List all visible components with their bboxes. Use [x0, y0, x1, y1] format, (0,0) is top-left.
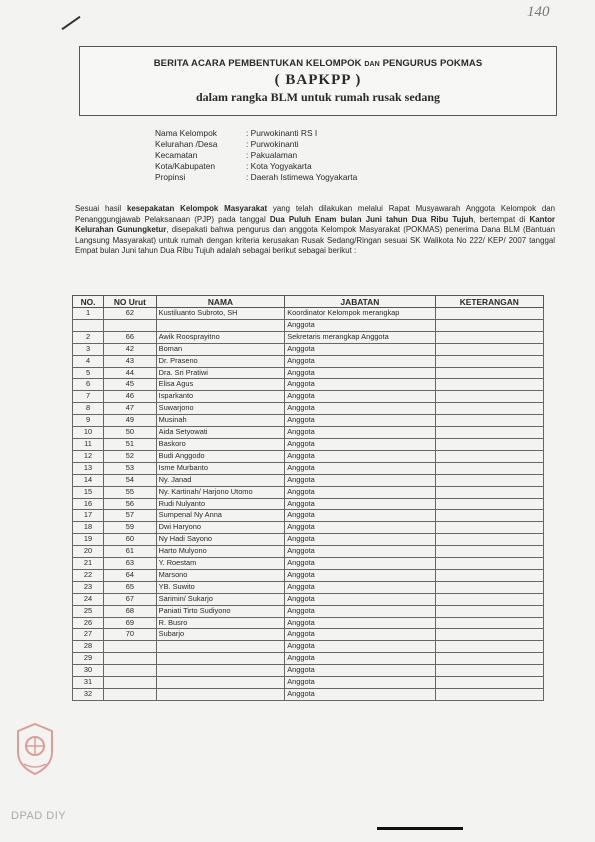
bottom-bar: [377, 827, 463, 830]
cell-no-urut: 46: [104, 391, 157, 403]
cell-no-urut: 44: [104, 367, 157, 379]
group-info: [155, 128, 357, 183]
table-row: [73, 403, 544, 415]
info-label: Kecamatan: [155, 150, 198, 160]
para-text: , disepakati bahwa pengurus dan anggota Kelompok Masyarakat (POKMAS) penerima Dana BLM (Bantuan Langsung Masyarakat) untuk rumah dengan kriteria kerusakan Rusak Sedang/Ringan sesuai SK Walikota No 222/ KEP/ 2007 tanggal Empat bulan Juni tahun Dua Ribu Tujuh adalah sebagai berikut sebagai berikut :: [75, 225, 555, 256]
para-text: yang telah dilakukan melalui Rapat Musyawarah Anggota Kelompok dan Penanggungjawab Pelaksanaan (PJP) pada tanggal: [75, 204, 555, 224]
cell-jabatan: Anggota: [285, 617, 435, 629]
cell-jabatan: Anggota: [285, 403, 435, 415]
cell-nama: Isme Murbanto: [156, 462, 285, 474]
cell-no-urut: 54: [104, 474, 157, 486]
table-row: [73, 462, 544, 474]
cell-no-urut: [104, 319, 157, 331]
cell-keterangan: [435, 617, 543, 629]
cell-no: 28: [73, 641, 104, 653]
cell-keterangan: [435, 689, 543, 701]
header-jabatan: JABATAN: [285, 296, 435, 308]
table-row: [73, 450, 544, 462]
table-row: [73, 415, 544, 427]
cell-nama: [156, 677, 285, 689]
cell-keterangan: [435, 534, 543, 546]
cell-no: 22: [73, 569, 104, 581]
info-row: [155, 172, 357, 183]
cell-no: 20: [73, 546, 104, 558]
cell-no: 27: [73, 629, 104, 641]
cell-jabatan: Anggota: [285, 546, 435, 558]
header-nama: NAMA: [156, 296, 285, 308]
cell-nama: Harto Mulyono: [156, 546, 285, 558]
table-row: [73, 331, 544, 343]
cell-jabatan: Anggota: [285, 391, 435, 403]
table-row: [73, 486, 544, 498]
info-value: : Daerah Istimewa Yogyakarta: [246, 172, 358, 182]
table-header-row: [73, 296, 544, 308]
cell-no: 11: [73, 438, 104, 450]
cell-no: 18: [73, 522, 104, 534]
title-subtitle: dalam rangka BLM untuk rumah rusak sedang: [195, 90, 441, 104]
cell-nama: Awik Roosprayitno: [156, 331, 285, 343]
cell-no-urut: 42: [104, 343, 157, 355]
cell-keterangan: [435, 546, 543, 558]
table-row: [73, 379, 544, 391]
cell-no: 29: [73, 653, 104, 665]
title-line-1-small: DAN: [364, 61, 380, 68]
info-value: : Purwokinanti: [246, 139, 299, 149]
cell-keterangan: [435, 629, 543, 641]
table-row: [73, 569, 544, 581]
cell-keterangan: [435, 462, 543, 474]
cell-nama: Dra. Sri Pratiwi: [156, 367, 285, 379]
members-table: [72, 295, 544, 701]
cell-no-urut: [104, 665, 157, 677]
cell-nama: Subarjo: [156, 629, 285, 641]
table-row: [73, 593, 544, 605]
cell-no-urut: 57: [104, 510, 157, 522]
cell-jabatan: Anggota: [285, 438, 435, 450]
cell-nama: Y. Roestam: [156, 558, 285, 570]
cell-nama: R. Busro: [156, 617, 285, 629]
cell-jabatan: Anggota: [285, 581, 435, 593]
cell-jabatan: Anggota: [285, 319, 435, 331]
cell-jabatan: Sekretaris merangkap Anggota: [285, 331, 435, 343]
cell-keterangan: [435, 498, 543, 510]
cell-nama: Kustiluanto Subroto, SH: [156, 308, 285, 320]
title-box: [79, 46, 557, 116]
title-line-1: [80, 58, 556, 69]
cell-no-urut: 62: [104, 308, 157, 320]
info-label: Nama Kelompok: [155, 128, 217, 138]
cell-keterangan: [435, 653, 543, 665]
cell-no: 14: [73, 474, 104, 486]
cell-jabatan: Anggota: [285, 474, 435, 486]
cell-keterangan: [435, 522, 543, 534]
info-row: [155, 150, 357, 161]
cell-no-urut: 55: [104, 486, 157, 498]
cell-keterangan: [435, 391, 543, 403]
cell-no-urut: 45: [104, 379, 157, 391]
cell-no-urut: 51: [104, 438, 157, 450]
table-row: [73, 677, 544, 689]
cell-no-urut: [104, 689, 157, 701]
cell-keterangan: [435, 581, 543, 593]
title-abbreviation: ( BAPKPP ): [274, 72, 362, 88]
cell-jabatan: Anggota: [285, 379, 435, 391]
header-no: NO.: [73, 296, 104, 308]
cell-keterangan: [435, 450, 543, 462]
cell-jabatan: Anggota: [285, 367, 435, 379]
cell-nama: Sarimin/ Sukarjo: [156, 593, 285, 605]
cell-no: 30: [73, 665, 104, 677]
cell-no-urut: 64: [104, 569, 157, 581]
cell-no-urut: 59: [104, 522, 157, 534]
table-row: [73, 391, 544, 403]
table-row: [73, 438, 544, 450]
table-row: [73, 343, 544, 355]
cell-nama: Musinah: [156, 415, 285, 427]
cell-nama: Isparkanto: [156, 391, 285, 403]
cell-keterangan: [435, 474, 543, 486]
cell-jabatan: Anggota: [285, 605, 435, 617]
cell-keterangan: [435, 355, 543, 367]
cell-nama: [156, 641, 285, 653]
cell-no: 13: [73, 462, 104, 474]
table-row: [73, 641, 544, 653]
cell-no: 10: [73, 427, 104, 439]
title-line-1-b: PENGURUS POKMAS: [382, 58, 483, 69]
cell-jabatan: Anggota: [285, 355, 435, 367]
cell-nama: Ny. Janad: [156, 474, 285, 486]
info-label: Kelurahan /Desa: [155, 139, 218, 149]
table-row: [73, 498, 544, 510]
cell-no: 2: [73, 331, 104, 343]
cell-no: 25: [73, 605, 104, 617]
cell-keterangan: [435, 677, 543, 689]
cell-no-urut: 43: [104, 355, 157, 367]
cell-nama: [156, 689, 285, 701]
table-row: [73, 581, 544, 593]
cell-nama: Sumpenal Ny Anna: [156, 510, 285, 522]
cell-no: 15: [73, 486, 104, 498]
cell-jabatan: Anggota: [285, 510, 435, 522]
cell-nama: Boman: [156, 343, 285, 355]
cell-no-urut: 68: [104, 605, 157, 617]
cell-no: 6: [73, 379, 104, 391]
cell-nama: [156, 653, 285, 665]
cell-nama: Paniati Tirto Sudiyono: [156, 605, 285, 617]
header-keterangan: KETERANGAN: [435, 296, 543, 308]
cell-jabatan: Anggota: [285, 450, 435, 462]
cell-no: 16: [73, 498, 104, 510]
cell-no-urut: 69: [104, 617, 157, 629]
cell-nama: Ny Hadi Sayono: [156, 534, 285, 546]
cell-nama: Suwarjono: [156, 403, 285, 415]
info-label: Kota/Kabupaten: [155, 161, 216, 171]
table-row: [73, 689, 544, 701]
footer-watermark: DPAD DIY: [11, 810, 67, 822]
cell-nama: Baskoro: [156, 438, 285, 450]
cell-jabatan: Anggota: [285, 677, 435, 689]
cell-no-urut: 63: [104, 558, 157, 570]
cell-keterangan: [435, 415, 543, 427]
info-row: [155, 128, 357, 139]
cell-no: 1: [73, 308, 104, 320]
cell-jabatan: Anggota: [285, 486, 435, 498]
cell-keterangan: [435, 558, 543, 570]
cell-nama: Aida Setyowati: [156, 427, 285, 439]
info-row: [155, 139, 357, 150]
cell-keterangan: [435, 343, 543, 355]
cell-nama: Ny. Kartinah/ Harjono Utomo: [156, 486, 285, 498]
cell-jabatan: Anggota: [285, 343, 435, 355]
cell-keterangan: [435, 319, 543, 331]
cell-keterangan: [435, 308, 543, 320]
para-bold: kesepakatan Kelompok Masyarakat: [126, 204, 268, 213]
cell-keterangan: [435, 379, 543, 391]
title-line-1-a: BERITA ACARA PEMBENTUKAN KELOMPOK: [153, 58, 362, 69]
cell-nama: Elisa Agus: [156, 379, 285, 391]
cell-no-urut: 67: [104, 593, 157, 605]
cell-no: 19: [73, 534, 104, 546]
pen-mark: [61, 16, 80, 30]
cell-jabatan: Anggota: [285, 689, 435, 701]
info-value: : Pakualaman: [246, 150, 298, 160]
cell-nama: [156, 665, 285, 677]
cell-nama: Dr. Praseno: [156, 355, 285, 367]
cell-no: 9: [73, 415, 104, 427]
cell-no: 17: [73, 510, 104, 522]
cell-no-urut: 53: [104, 462, 157, 474]
cell-nama: YB. Suwito: [156, 581, 285, 593]
cell-no: 32: [73, 689, 104, 701]
cell-no: 8: [73, 403, 104, 415]
cell-nama: Rudi Nulyanto: [156, 498, 285, 510]
cell-jabatan: Anggota: [285, 569, 435, 581]
cell-no-urut: 50: [104, 427, 157, 439]
cell-no: 31: [73, 677, 104, 689]
cell-no: 23: [73, 581, 104, 593]
cell-nama: Marsono: [156, 569, 285, 581]
cell-no-urut: 49: [104, 415, 157, 427]
table-row: [73, 319, 544, 331]
cell-no: 12: [73, 450, 104, 462]
cell-no-urut: [104, 653, 157, 665]
cell-jabatan: Anggota: [285, 415, 435, 427]
cell-no-urut: 65: [104, 581, 157, 593]
info-value: : Purwokinanti RS I: [246, 128, 318, 138]
para-bold: Kantor Kelurahan Gunungketur: [75, 214, 555, 235]
para-text: Sesuai hasil: [75, 204, 127, 213]
table-row: [73, 605, 544, 617]
cell-jabatan: Anggota: [285, 522, 435, 534]
cell-jabatan: Anggota: [285, 593, 435, 605]
para-text: , bertempat di: [473, 214, 530, 224]
cell-keterangan: [435, 486, 543, 498]
cell-keterangan: [435, 641, 543, 653]
info-label: Propinsi: [155, 172, 186, 182]
table-row: [73, 308, 544, 320]
cell-jabatan: Anggota: [285, 498, 435, 510]
cell-no-urut: 60: [104, 534, 157, 546]
header-no-urut: NO Urut: [104, 296, 157, 308]
cell-no-urut: [104, 641, 157, 653]
cell-no: 3: [73, 343, 104, 355]
table-body: [73, 308, 544, 701]
cell-no: 26: [73, 617, 104, 629]
cell-no: [73, 319, 104, 331]
cell-jabatan: Anggota: [285, 462, 435, 474]
cell-no-urut: 47: [104, 403, 157, 415]
cell-no-urut: 70: [104, 629, 157, 641]
cell-no: 5: [73, 367, 104, 379]
cell-jabatan: Koordinator Kelompok merangkap: [285, 308, 435, 320]
cell-jabatan: Anggota: [285, 641, 435, 653]
table-row: [73, 474, 544, 486]
cell-jabatan: Anggota: [285, 665, 435, 677]
cell-nama: Dwi Haryono: [156, 522, 285, 534]
info-value: : Kota Yogyakarta: [246, 161, 312, 171]
cell-keterangan: [435, 593, 543, 605]
table-row: [73, 653, 544, 665]
table-row: [73, 534, 544, 546]
cell-jabatan: Anggota: [285, 558, 435, 570]
seal-emblem-icon: [14, 722, 56, 776]
agreement-paragraph: [75, 204, 555, 257]
cell-jabatan: Anggota: [285, 629, 435, 641]
para-bold: Dua Puluh Enam bulan Juni tahun Dua Ribu Tujuh: [269, 214, 474, 224]
cell-keterangan: [435, 510, 543, 522]
cell-keterangan: [435, 427, 543, 439]
cell-no: 7: [73, 391, 104, 403]
cell-keterangan: [435, 569, 543, 581]
table-row: [73, 510, 544, 522]
cell-nama: [156, 319, 285, 331]
cell-no: 4: [73, 355, 104, 367]
info-row: [155, 161, 357, 172]
cell-keterangan: [435, 367, 543, 379]
cell-no-urut: [104, 677, 157, 689]
cell-no-urut: 66: [104, 331, 157, 343]
table-row: [73, 629, 544, 641]
table-row: [73, 546, 544, 558]
table-row: [73, 427, 544, 439]
table-row: [73, 665, 544, 677]
cell-keterangan: [435, 403, 543, 415]
cell-no: 24: [73, 593, 104, 605]
table-row: [73, 522, 544, 534]
table-row: [73, 558, 544, 570]
table-row: [73, 617, 544, 629]
cell-no: 21: [73, 558, 104, 570]
cell-jabatan: Anggota: [285, 534, 435, 546]
page-number: 140: [527, 4, 550, 20]
table-row: [73, 367, 544, 379]
cell-nama: Budi Anggodo: [156, 450, 285, 462]
cell-keterangan: [435, 331, 543, 343]
cell-no-urut: 56: [104, 498, 157, 510]
cell-no-urut: 61: [104, 546, 157, 558]
cell-no-urut: 52: [104, 450, 157, 462]
cell-jabatan: Anggota: [285, 427, 435, 439]
cell-keterangan: [435, 438, 543, 450]
cell-jabatan: Anggota: [285, 653, 435, 665]
table-row: [73, 355, 544, 367]
cell-keterangan: [435, 605, 543, 617]
cell-keterangan: [435, 665, 543, 677]
